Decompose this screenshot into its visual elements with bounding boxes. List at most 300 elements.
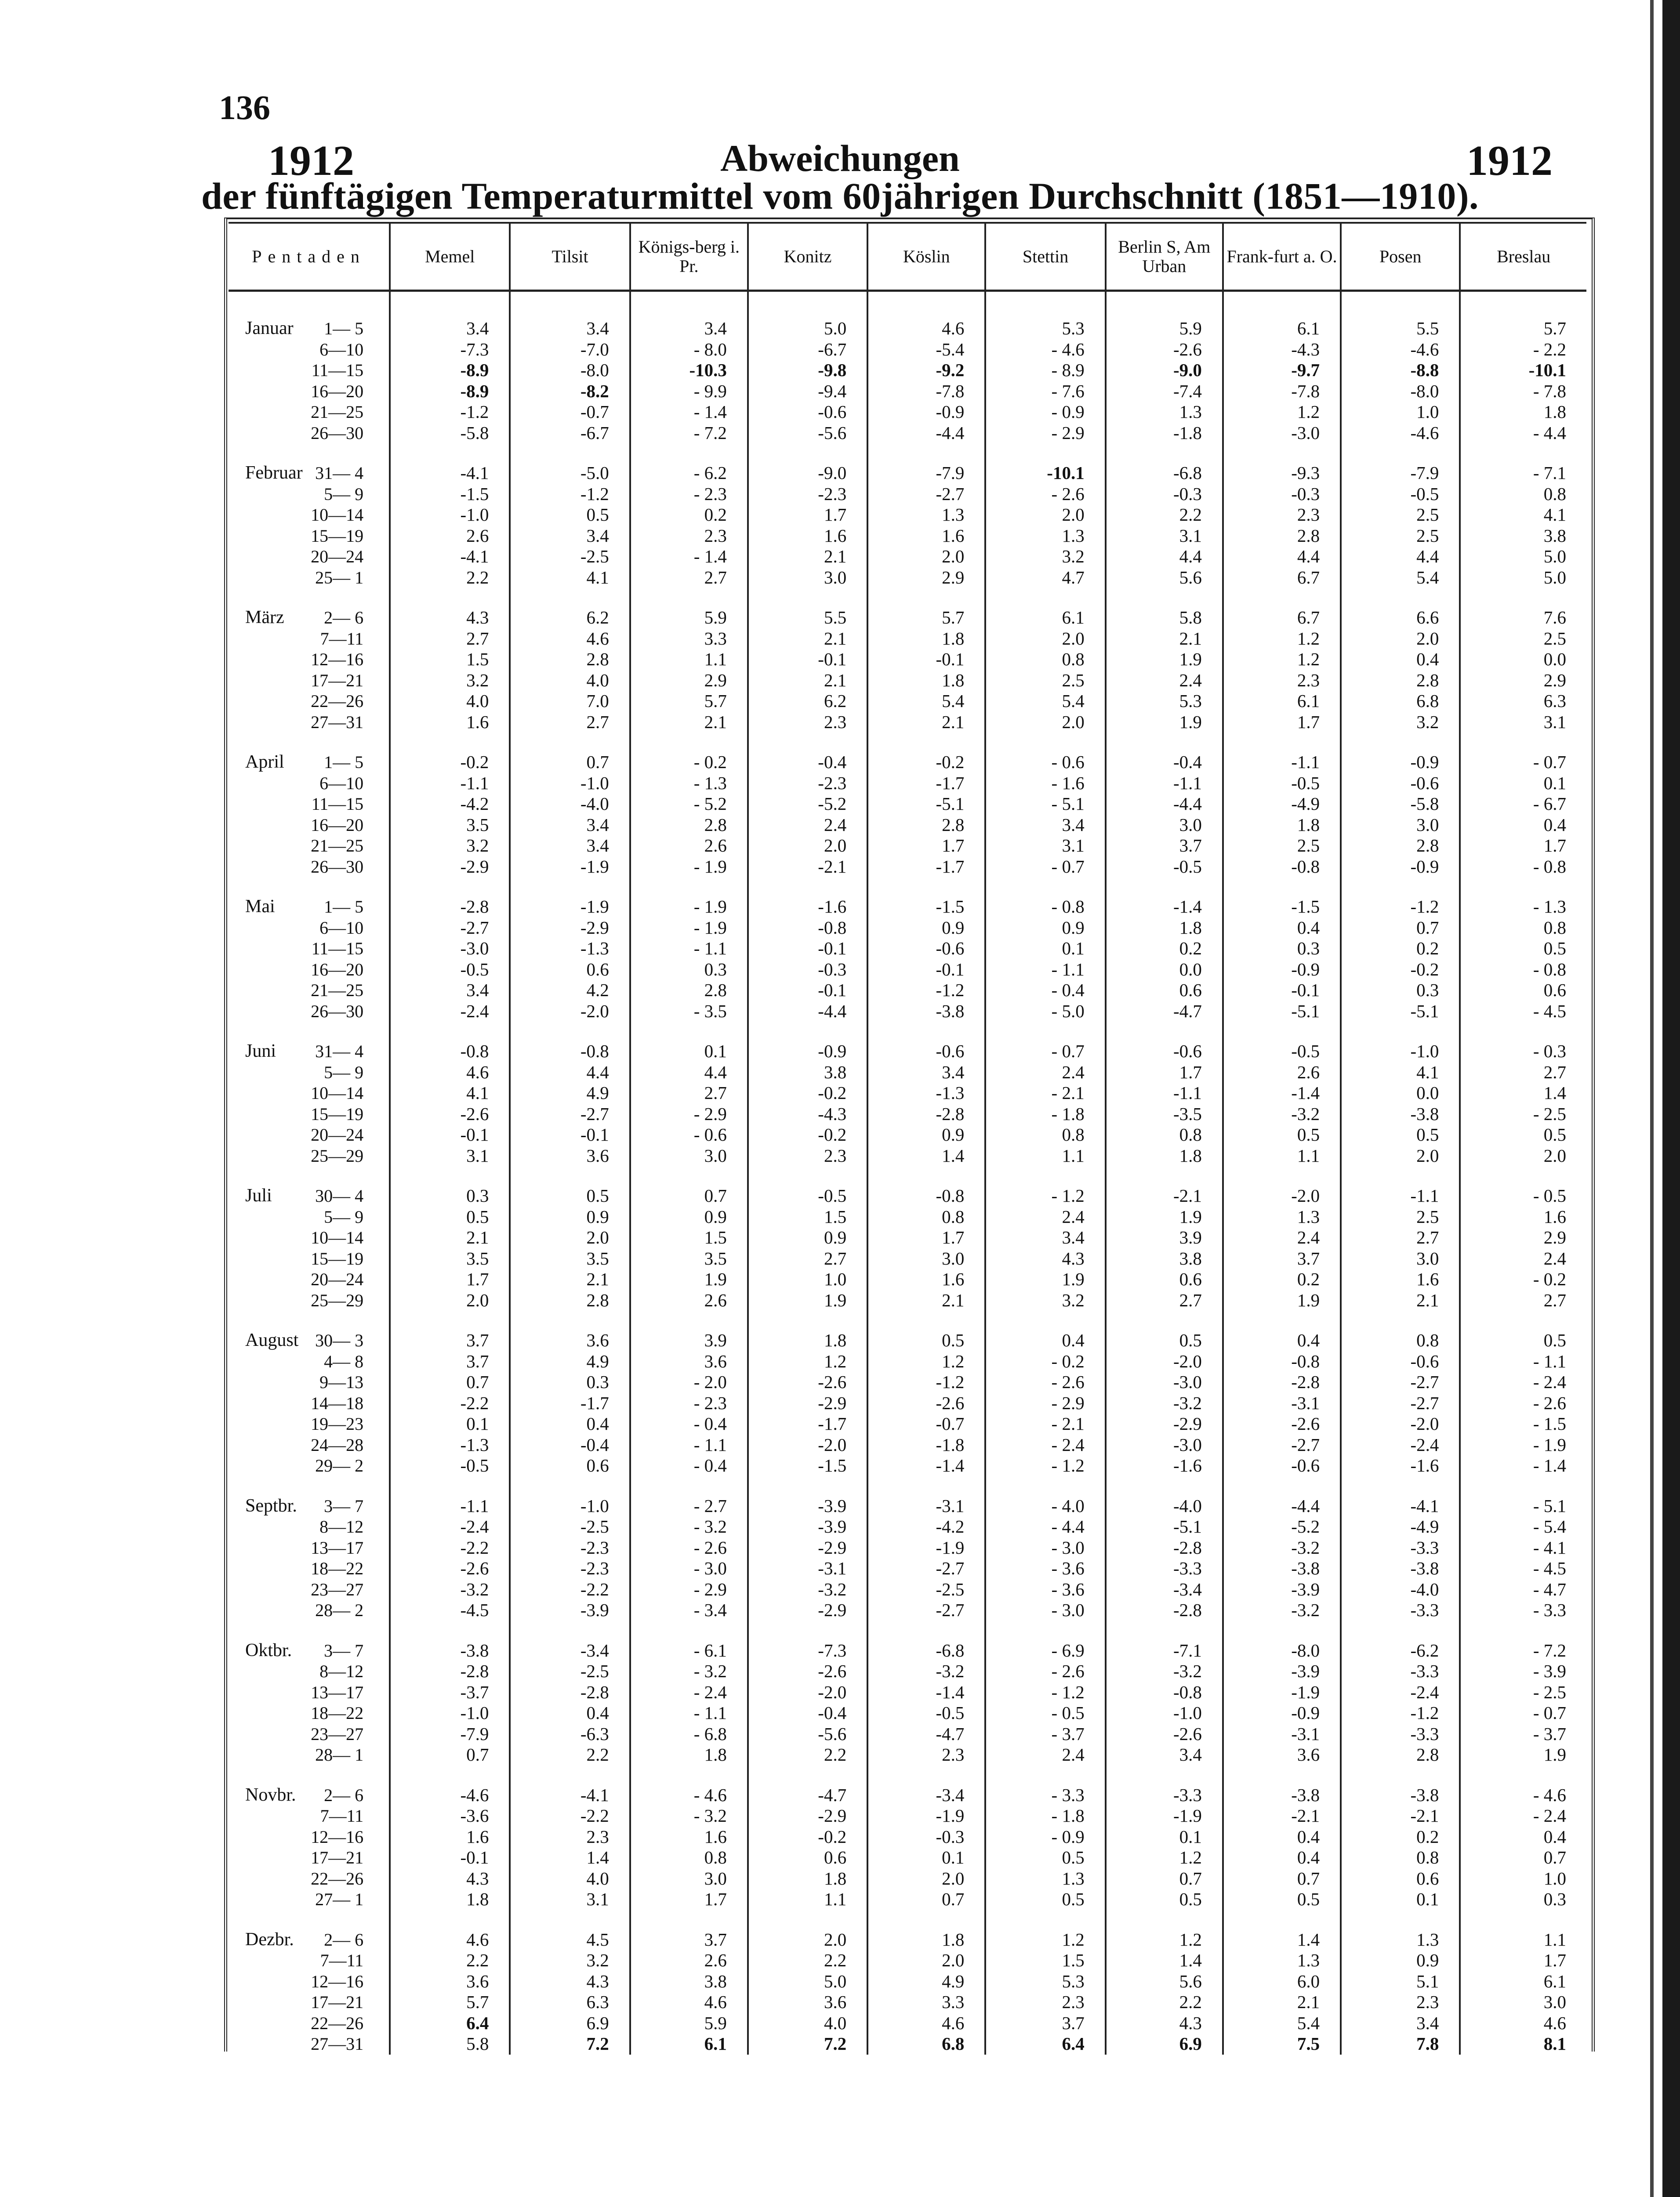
value-cell: 4.1	[390, 1083, 510, 1104]
table-row	[229, 917, 1586, 939]
value-cell: 2.0	[985, 504, 1105, 526]
value-cell: 3.1	[1460, 712, 1586, 733]
value-cell: -0.1	[510, 1124, 630, 1146]
value-cell: -8.0	[510, 360, 630, 381]
value-cell: -1.0	[390, 504, 510, 526]
table-row	[229, 959, 1586, 980]
pentade-label: 6—10	[319, 339, 364, 359]
value-cell: 3.5	[390, 1248, 510, 1269]
value-cell: 2.2	[390, 1950, 510, 1971]
table-row	[229, 752, 1586, 773]
value-cell: 4.6	[390, 1062, 510, 1083]
table-row	[229, 1248, 1586, 1269]
table-row	[229, 1455, 1586, 1476]
value-cell: 5.8	[1106, 607, 1223, 628]
value-cell: 3.4	[510, 835, 630, 856]
value-cell: 0.8	[867, 1207, 985, 1228]
value-cell: 5.8	[390, 2034, 510, 2055]
value-cell: - 2.5	[1460, 1682, 1586, 1703]
value-cell: - 5.2	[630, 794, 748, 815]
value-cell: -4.4	[867, 423, 985, 444]
spacer-cell	[1460, 1476, 1586, 1496]
pentade-label: 17—21	[311, 1848, 364, 1867]
value-cell: 2.4	[985, 1207, 1105, 1228]
value-cell: 0.1	[390, 1414, 510, 1435]
spacer-cell	[630, 1022, 748, 1041]
pentade-cell	[229, 959, 390, 980]
spacer-cell	[985, 291, 1105, 319]
month-label: Juni	[245, 1041, 276, 1061]
value-cell: -7.3	[748, 1640, 867, 1661]
pentade-cell	[229, 1435, 390, 1456]
value-cell: 3.0	[1341, 1248, 1460, 1269]
value-cell: 2.3	[1341, 1992, 1460, 2013]
month-label: Januar	[245, 318, 294, 338]
pentade-label: 6—10	[319, 917, 364, 938]
value-cell: -3.0	[1106, 1435, 1223, 1456]
value-cell: 0.0	[1341, 1083, 1460, 1104]
spacer-cell	[510, 443, 630, 463]
value-cell: 0.7	[630, 1186, 748, 1207]
value-cell: - 2.6	[985, 1372, 1105, 1393]
value-cell: -0.5	[1341, 484, 1460, 505]
value-cell: 3.2	[985, 546, 1105, 567]
value-cell: -2.6	[390, 1104, 510, 1125]
page-title: Abweichungen	[720, 137, 960, 179]
value-cell: -0.3	[1223, 484, 1341, 505]
value-cell: 2.0	[1341, 1146, 1460, 1167]
value-cell: -1.8	[1106, 423, 1223, 444]
pentade-cell	[229, 752, 390, 773]
value-cell: 1.7	[748, 504, 867, 526]
spacer-cell	[630, 1311, 748, 1330]
value-cell: - 2.4	[630, 1682, 748, 1703]
table-row	[229, 1351, 1586, 1372]
value-cell: 0.1	[630, 1041, 748, 1062]
table-row	[229, 567, 1586, 588]
spacer-cell	[1223, 1766, 1341, 1785]
spacer-cell	[390, 877, 510, 896]
value-cell: - 1.4	[630, 402, 748, 423]
value-cell: -0.9	[867, 402, 985, 423]
value-cell: -1.4	[1223, 1083, 1341, 1104]
value-cell: 0.8	[1106, 1124, 1223, 1146]
value-cell: 7.0	[510, 691, 630, 712]
deviation-table	[229, 222, 1586, 2055]
value-cell: 3.6	[510, 1146, 630, 1167]
pentade-label: 3— 7	[324, 1640, 364, 1660]
value-cell: -4.9	[1341, 1516, 1460, 1537]
pentade-cell	[229, 794, 390, 815]
header-stettin: Stettin	[985, 223, 1105, 291]
pentade-cell	[229, 1805, 390, 1827]
value-cell: 3.1	[985, 835, 1105, 856]
value-cell: 4.0	[748, 2013, 867, 2034]
pentade-cell	[229, 649, 390, 670]
header-pentaden: Pentaden	[229, 223, 390, 291]
spacer-cell	[510, 1311, 630, 1330]
value-cell: -3.9	[1223, 1579, 1341, 1600]
value-cell: 1.8	[867, 1929, 985, 1950]
month-spacer	[229, 588, 1586, 607]
value-cell: 0.3	[390, 1186, 510, 1207]
value-cell: 0.6	[510, 1455, 630, 1476]
value-cell: -3.8	[1223, 1558, 1341, 1579]
value-cell: 2.9	[630, 670, 748, 691]
spacer-cell	[1341, 1766, 1460, 1785]
value-cell: 4.9	[510, 1083, 630, 1104]
spacer-cell	[1223, 1910, 1341, 1929]
value-cell: -2.1	[1341, 1805, 1460, 1827]
table-row	[229, 1062, 1586, 1083]
value-cell: -3.2	[1223, 1600, 1341, 1621]
spacer-cell	[1106, 588, 1223, 607]
pentade-label: 7—11	[320, 628, 364, 649]
spacer-cell	[1223, 1621, 1341, 1640]
value-cell: - 2.2	[1460, 339, 1586, 360]
value-cell: -2.4	[1341, 1682, 1460, 1703]
value-cell: -2.4	[390, 1516, 510, 1537]
pentade-label: 28— 1	[315, 1745, 364, 1765]
spacer-cell	[1223, 1022, 1341, 1041]
pentade-label: 4— 8	[324, 1351, 364, 1371]
value-cell: - 2.3	[630, 484, 748, 505]
pentade-label: 16—20	[311, 815, 364, 835]
table-row	[229, 1929, 1586, 1950]
value-cell: 2.6	[630, 1950, 748, 1971]
value-cell: 3.7	[1106, 835, 1223, 856]
value-cell: -2.9	[510, 917, 630, 939]
pentade-cell	[229, 1537, 390, 1559]
value-cell: -1.1	[390, 773, 510, 794]
table-row	[229, 1724, 1586, 1745]
value-cell: -3.7	[390, 1682, 510, 1703]
table-row	[229, 381, 1586, 402]
value-cell: 4.5	[510, 1929, 630, 1950]
value-cell: - 3.0	[985, 1600, 1105, 1621]
value-cell: 4.6	[390, 1929, 510, 1950]
value-cell: 3.2	[390, 835, 510, 856]
spacer-cell	[1223, 1166, 1341, 1186]
value-cell: 4.0	[510, 1868, 630, 1889]
spacer-cell	[229, 1910, 390, 1929]
table-row	[229, 712, 1586, 733]
spacer-cell	[985, 1022, 1105, 1041]
value-cell: 2.8	[510, 1290, 630, 1311]
spacer-cell	[748, 1621, 867, 1640]
value-cell: - 9.9	[630, 381, 748, 402]
pentade-cell	[229, 815, 390, 836]
pentade-cell	[229, 423, 390, 444]
spacer-cell	[1106, 1766, 1223, 1785]
value-cell: -9.3	[1223, 463, 1341, 484]
value-cell: 0.5	[1106, 1889, 1223, 1910]
month-label: April	[245, 752, 284, 772]
table-row	[229, 1083, 1586, 1104]
value-cell: -0.4	[748, 752, 867, 773]
value-cell: 1.3	[1341, 1929, 1460, 1950]
value-cell: -5.2	[748, 794, 867, 815]
value-cell: -9.2	[867, 360, 985, 381]
spacer-cell	[510, 588, 630, 607]
value-cell: 6.1	[1223, 691, 1341, 712]
value-cell: - 2.1	[985, 1414, 1105, 1435]
value-cell: -2.8	[1223, 1372, 1341, 1393]
pentade-label: 15—19	[311, 1248, 364, 1269]
value-cell: -0.5	[1223, 773, 1341, 794]
value-cell: 2.2	[1106, 504, 1223, 526]
value-cell: -4.1	[1341, 1496, 1460, 1517]
value-cell: -0.6	[748, 402, 867, 423]
table-row	[229, 1847, 1586, 1868]
value-cell: 3.4	[985, 815, 1105, 836]
pentade-cell	[229, 1207, 390, 1228]
spacer-cell	[229, 877, 390, 896]
value-cell: 4.9	[867, 1971, 985, 1992]
pentade-label: 30— 4	[315, 1186, 364, 1206]
value-cell: 2.3	[867, 1744, 985, 1766]
value-cell: 2.4	[748, 815, 867, 836]
value-cell: -3.2	[1223, 1104, 1341, 1125]
pentade-cell	[229, 1703, 390, 1724]
value-cell: -0.9	[1341, 856, 1460, 877]
pentade-label: 23—27	[311, 1724, 364, 1744]
value-cell: -2.5	[510, 546, 630, 567]
value-cell: - 1.9	[630, 896, 748, 917]
month-spacer	[229, 1476, 1586, 1496]
value-cell: -0.5	[748, 1186, 867, 1207]
month-spacer	[229, 1910, 1586, 1929]
table-row	[229, 423, 1586, 444]
pentade-cell	[229, 1001, 390, 1022]
spacer-cell	[1341, 877, 1460, 896]
value-cell: 2.0	[867, 1950, 985, 1971]
table-row	[229, 856, 1586, 877]
pentade-label: 5— 9	[324, 484, 364, 504]
value-cell: 4.4	[510, 1062, 630, 1083]
value-cell: 1.9	[1106, 712, 1223, 733]
spacer-cell	[748, 1311, 867, 1330]
value-cell: - 0.2	[1460, 1269, 1586, 1290]
value-cell: - 5.0	[985, 1001, 1105, 1022]
scan-edge-shadow	[1650, 0, 1654, 2197]
value-cell: 2.1	[1341, 1290, 1460, 1311]
value-cell: 0.6	[748, 1847, 867, 1868]
value-cell: 2.0	[985, 628, 1105, 649]
value-cell: -0.1	[867, 649, 985, 670]
spacer-cell	[1223, 1311, 1341, 1330]
value-cell: 0.8	[1341, 1847, 1460, 1868]
value-cell: -3.3	[1106, 1785, 1223, 1806]
value-cell: -0.3	[867, 1827, 985, 1848]
value-cell: -2.6	[390, 1558, 510, 1579]
spacer-cell	[1460, 732, 1586, 752]
value-cell: -0.7	[867, 1414, 985, 1435]
value-cell: 1.2	[1106, 1847, 1223, 1868]
value-cell: 5.9	[630, 2013, 748, 2034]
pentade-label: 19—23	[311, 1414, 364, 1434]
value-cell: - 1.5	[1460, 1414, 1586, 1435]
value-cell: 5.0	[748, 318, 867, 339]
value-cell: 3.5	[510, 1248, 630, 1269]
value-cell: 0.1	[867, 1847, 985, 1868]
pentade-label: 15—19	[311, 526, 364, 546]
spacer-cell	[390, 1022, 510, 1041]
value-cell: -1.7	[867, 856, 985, 877]
value-cell: -1.5	[390, 484, 510, 505]
value-cell: 4.1	[510, 567, 630, 588]
value-cell: 1.7	[390, 1269, 510, 1290]
spacer-cell	[748, 732, 867, 752]
value-cell: 1.7	[1460, 1950, 1586, 1971]
month-label: Novbr.	[245, 1784, 296, 1805]
table-row	[229, 1269, 1586, 1290]
value-cell: -2.4	[1341, 1435, 1460, 1456]
value-cell: -0.6	[1341, 1351, 1460, 1372]
value-cell: 2.8	[630, 980, 748, 1001]
value-cell: -0.6	[1106, 1041, 1223, 1062]
value-cell: 2.1	[867, 712, 985, 733]
pentade-cell	[229, 980, 390, 1001]
value-cell: 1.6	[1341, 1269, 1460, 1290]
table-row	[229, 1889, 1586, 1910]
value-cell: 3.8	[1460, 526, 1586, 547]
value-cell: -7.8	[1223, 381, 1341, 402]
table-row	[229, 670, 1586, 691]
spacer-cell	[985, 877, 1105, 896]
value-cell: 1.2	[1223, 649, 1341, 670]
spacer-cell	[510, 291, 630, 319]
value-cell: 3.2	[510, 1950, 630, 1971]
value-cell: -2.0	[1341, 1414, 1460, 1435]
pentade-cell	[229, 1785, 390, 1806]
pentade-cell	[229, 938, 390, 959]
value-cell: 0.0	[1460, 649, 1586, 670]
table-row	[229, 1290, 1586, 1311]
value-cell: - 0.9	[985, 402, 1105, 423]
value-cell: -4.1	[510, 1785, 630, 1806]
header-memel: Memel	[390, 223, 510, 291]
spacer-cell	[1106, 1022, 1223, 1041]
value-cell: -3.3	[1341, 1724, 1460, 1745]
value-cell: 3.6	[390, 1971, 510, 1992]
pentade-label: 18—22	[311, 1559, 364, 1578]
spacer-cell	[1460, 291, 1586, 319]
spacer-cell	[985, 1311, 1105, 1330]
spacer-cell	[1341, 732, 1460, 752]
value-cell: 2.1	[748, 670, 867, 691]
month-spacer	[229, 1311, 1586, 1330]
value-cell: -6.8	[1106, 463, 1223, 484]
value-cell: -3.3	[1341, 1600, 1460, 1621]
table-row	[229, 402, 1586, 423]
spacer-cell	[390, 1910, 510, 1929]
pentade-label: 1— 5	[324, 897, 364, 917]
pentade-cell	[229, 1889, 390, 1910]
value-cell: 3.0	[1341, 815, 1460, 836]
value-cell: 0.0	[1106, 959, 1223, 980]
value-cell: - 0.8	[985, 896, 1105, 917]
value-cell: -4.2	[867, 1516, 985, 1537]
value-cell: -1.8	[867, 1435, 985, 1456]
pentade-cell	[229, 917, 390, 939]
spacer-cell	[390, 1476, 510, 1496]
value-cell: -2.6	[1106, 1724, 1223, 1745]
value-cell: -1.9	[1106, 1805, 1223, 1827]
value-cell: -2.1	[1106, 1186, 1223, 1207]
value-cell: -5.4	[867, 339, 985, 360]
value-cell: 2.6	[630, 1290, 748, 1311]
value-cell: 2.2	[748, 1950, 867, 1971]
spacer-cell	[1223, 588, 1341, 607]
value-cell: 1.2	[985, 1929, 1105, 1950]
spacer-cell	[867, 291, 985, 319]
value-cell: -1.1	[1106, 1083, 1223, 1104]
value-cell: 0.3	[1341, 980, 1460, 1001]
spacer-cell	[1341, 1311, 1460, 1330]
pentade-cell	[229, 1496, 390, 1517]
value-cell: 0.9	[1341, 1950, 1460, 1971]
value-cell: 1.8	[748, 1330, 867, 1351]
value-cell: 2.2	[1106, 1992, 1223, 2013]
value-cell: -2.7	[867, 1600, 985, 1621]
pentade-label: 8—12	[319, 1517, 364, 1537]
value-cell: -2.2	[390, 1537, 510, 1559]
value-cell: -4.7	[1106, 1001, 1223, 1022]
value-cell: -1.3	[510, 938, 630, 959]
value-cell: -0.4	[510, 1435, 630, 1456]
value-cell: 2.5	[1341, 504, 1460, 526]
value-cell: - 2.4	[1460, 1805, 1586, 1827]
value-cell: - 1.1	[630, 938, 748, 959]
value-cell: - 1.8	[985, 1805, 1105, 1827]
value-cell: 2.1	[748, 546, 867, 567]
table-row	[229, 980, 1586, 1001]
spacer-cell	[1341, 1166, 1460, 1186]
table-row	[229, 463, 1586, 484]
spacer-cell	[510, 732, 630, 752]
value-cell: -3.9	[748, 1496, 867, 1517]
value-cell: 7.6	[1460, 607, 1586, 628]
pentade-cell	[229, 1104, 390, 1125]
value-cell: -2.5	[510, 1661, 630, 1682]
value-cell: 0.4	[510, 1703, 630, 1724]
value-cell: -8.2	[510, 381, 630, 402]
pentade-cell	[229, 712, 390, 733]
value-cell: 5.3	[985, 1971, 1105, 1992]
value-cell: 1.8	[1106, 1146, 1223, 1167]
pentade-label: 11—15	[311, 794, 364, 814]
value-cell: - 0.2	[630, 752, 748, 773]
value-cell: 1.3	[867, 504, 985, 526]
value-cell: -2.6	[867, 1393, 985, 1414]
table-row	[229, 1372, 1586, 1393]
spacer-cell	[229, 1766, 390, 1785]
value-cell: 1.8	[867, 628, 985, 649]
value-cell: -2.3	[748, 773, 867, 794]
value-cell: 5.3	[1106, 691, 1223, 712]
table-row	[229, 1435, 1586, 1456]
value-cell: 0.5	[867, 1330, 985, 1351]
value-cell: 0.2	[1106, 938, 1223, 959]
value-cell: -0.1	[390, 1124, 510, 1146]
table-row	[229, 794, 1586, 815]
table-row	[229, 938, 1586, 959]
value-cell: 0.5	[510, 1186, 630, 1207]
value-cell: -1.4	[867, 1455, 985, 1476]
pentade-label: 27—31	[311, 712, 364, 732]
value-cell: - 2.9	[985, 423, 1105, 444]
